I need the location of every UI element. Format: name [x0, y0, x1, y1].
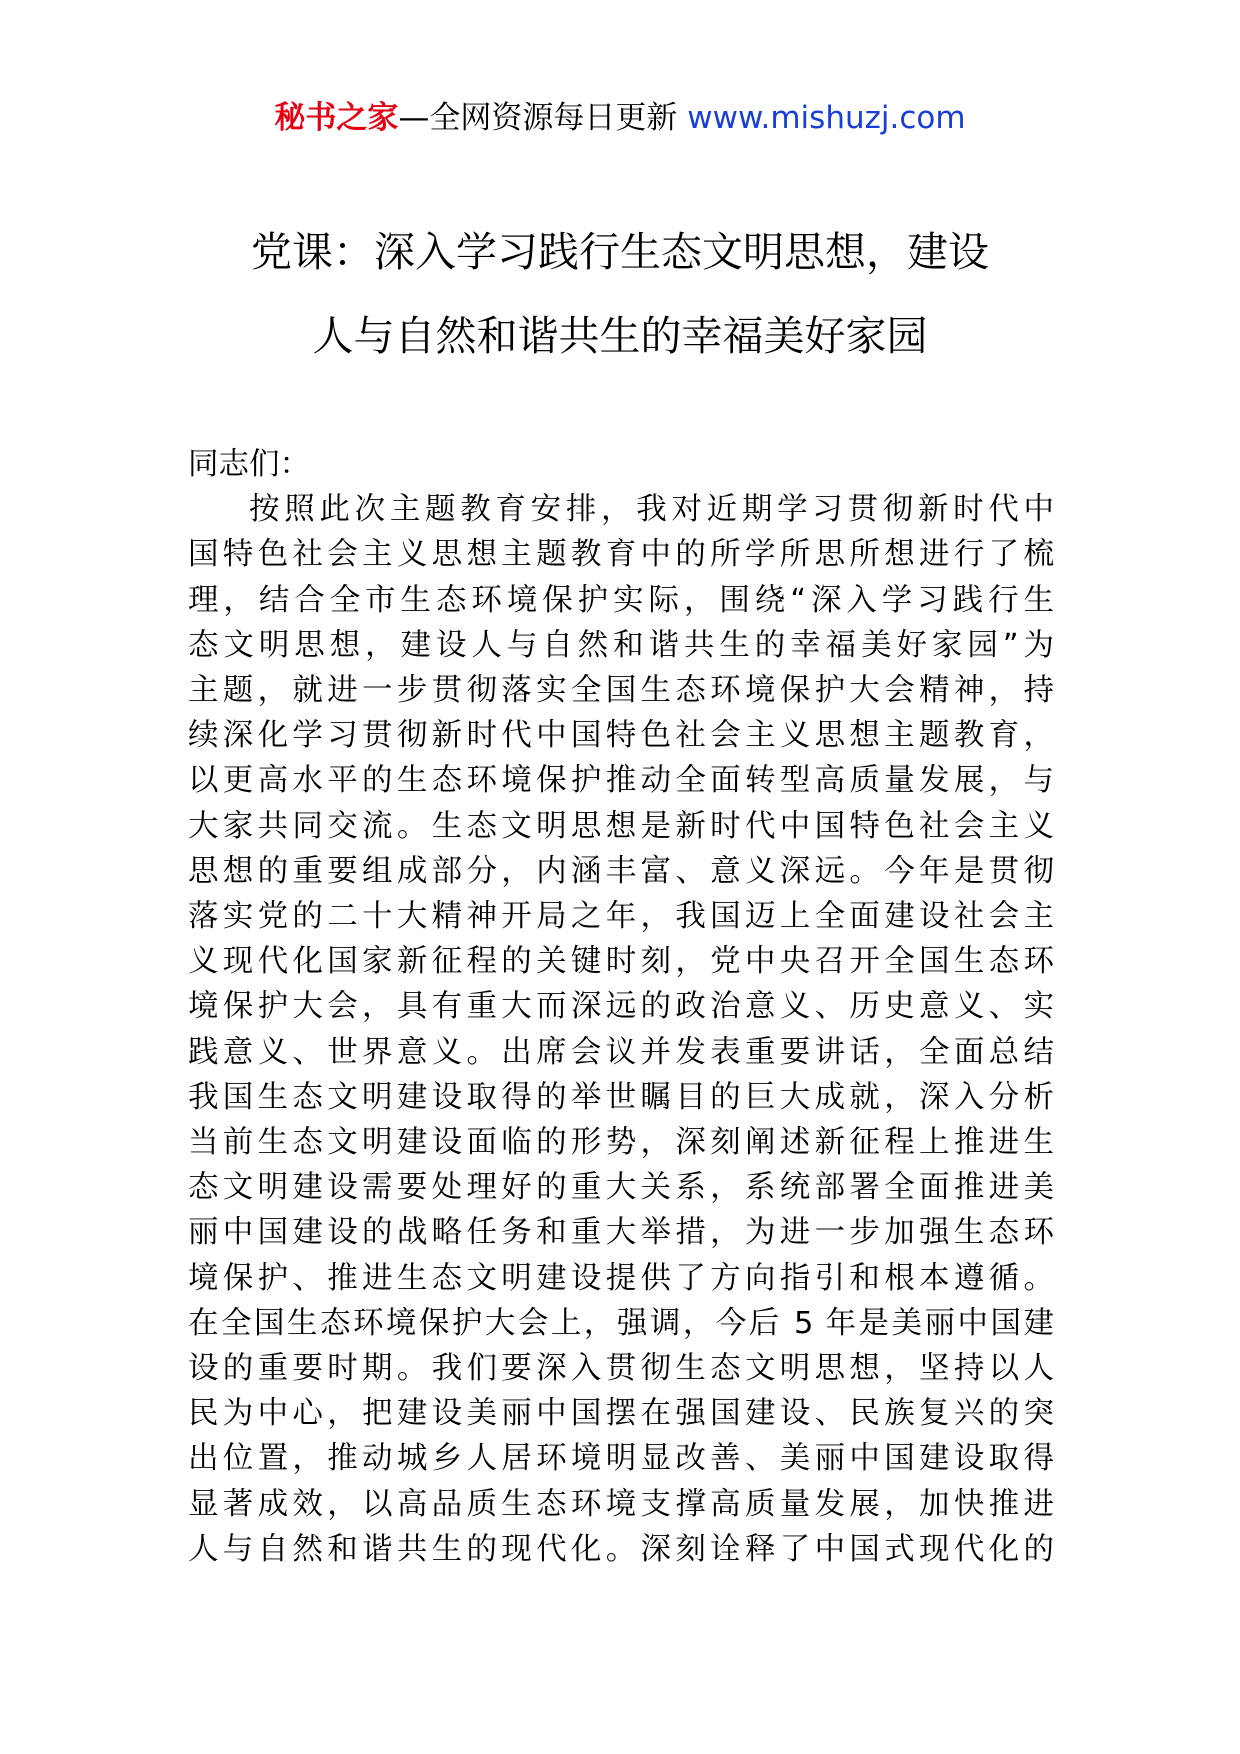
paragraph-line: 义现代化国家新征程的关键时刻，党中央召开全国生态环 — [188, 944, 1054, 980]
paragraph-line: 出位置，推动城乡人居环境明显改善、美丽中国建设取得 — [188, 1441, 1054, 1477]
body-paragraph — [188, 487, 1054, 1572]
paragraph-line: 我国生态文明建设取得的举世瞩目的巨大成就，深入分析 — [188, 1079, 1054, 1115]
paragraph-line: 国特色社会主义思想主题教育中的所学所思所想进行了梳 — [188, 537, 1054, 573]
paragraph-line: 落实党的二十大精神开局之年，我国迈上全面建设社会主 — [188, 899, 1054, 935]
document-title — [170, 210, 1070, 378]
paragraph-line: 民为中心，把建设美丽中国摆在强国建设、民族复兴的突 — [188, 1396, 1054, 1432]
paragraph-line: 践意义、世界意义。出席会议并发表重要讲话，全面总结 — [188, 1034, 1054, 1070]
paragraph-line: 以更高水平的生态环境保护推动全面转型高质量发展，与 — [188, 763, 1054, 799]
paragraph-line: 态文明思想，建设人与自然和谐共生的幸福美好家园”为 — [188, 627, 1054, 663]
paragraph-line: 在全国生态环境保护大会上，强调，今后 5 年是美丽中国建 — [188, 1305, 1054, 1341]
paragraph-line: 理，结合全市生态环境保护实际，围绕“深入学习践行生 — [188, 582, 1054, 618]
paragraph-line: 当前生态文明建设面临的形势，深刻阐述新征程上推进生 — [188, 1125, 1054, 1161]
document-title-line-1: 党课：深入学习践行生态文明思想，建设 — [251, 228, 989, 276]
paragraph-line: 思想的重要组成部分，内涵丰富、意义深远。今年是贯彻 — [188, 853, 1054, 889]
paragraph-line: 丽中国建设的战略任务和重大举措，为进一步加强生态环 — [188, 1215, 1054, 1251]
paragraph-line: 境保护大会，具有重大而深远的政治意义、历史意义、实 — [188, 989, 1054, 1025]
paragraph-line: 设的重要时期。我们要深入贯彻生态文明思想，坚持以人 — [188, 1351, 1054, 1387]
paragraph-line: 态文明建设需要处理好的重大关系，系统部署全面推进美 — [188, 1170, 1054, 1206]
paragraph-line: 续深化学习贯彻新时代中国特色社会主义思想主题教育， — [188, 718, 1054, 754]
site-tagline: —全网资源每日更新 — [398, 100, 688, 136]
paragraph-line: 主题，就进一步贯彻落实全国生态环境保护大会精神，持 — [188, 673, 1054, 709]
paragraph-line: 显著成效，以高品质生态环境支撑高质量发展，加快推进 — [188, 1486, 1054, 1522]
document-title-line-2: 人与自然和谐共生的幸福美好家园 — [312, 312, 928, 360]
paragraph-line: 大家共同交流。生态文明思想是新时代中国特色社会主义 — [188, 808, 1054, 844]
paragraph-line: 人与自然和谐共生的现代化。深刻诠释了中国式现代化的 — [188, 1531, 1054, 1567]
salutation: 同志们： — [188, 447, 310, 482]
site-url-link[interactable]: www.mishuzj.com — [687, 100, 966, 136]
site-header — [0, 98, 1240, 138]
paragraph-line: 境保护、推进生态文明建设提供了方向指引和根本遵循。 — [188, 1260, 1054, 1296]
document-body — [188, 442, 1054, 1572]
site-brand: 秘书之家 — [274, 100, 399, 136]
paragraph-line: 按照此次主题教育安排，我对近期学习贯彻新时代中 — [249, 492, 1054, 528]
